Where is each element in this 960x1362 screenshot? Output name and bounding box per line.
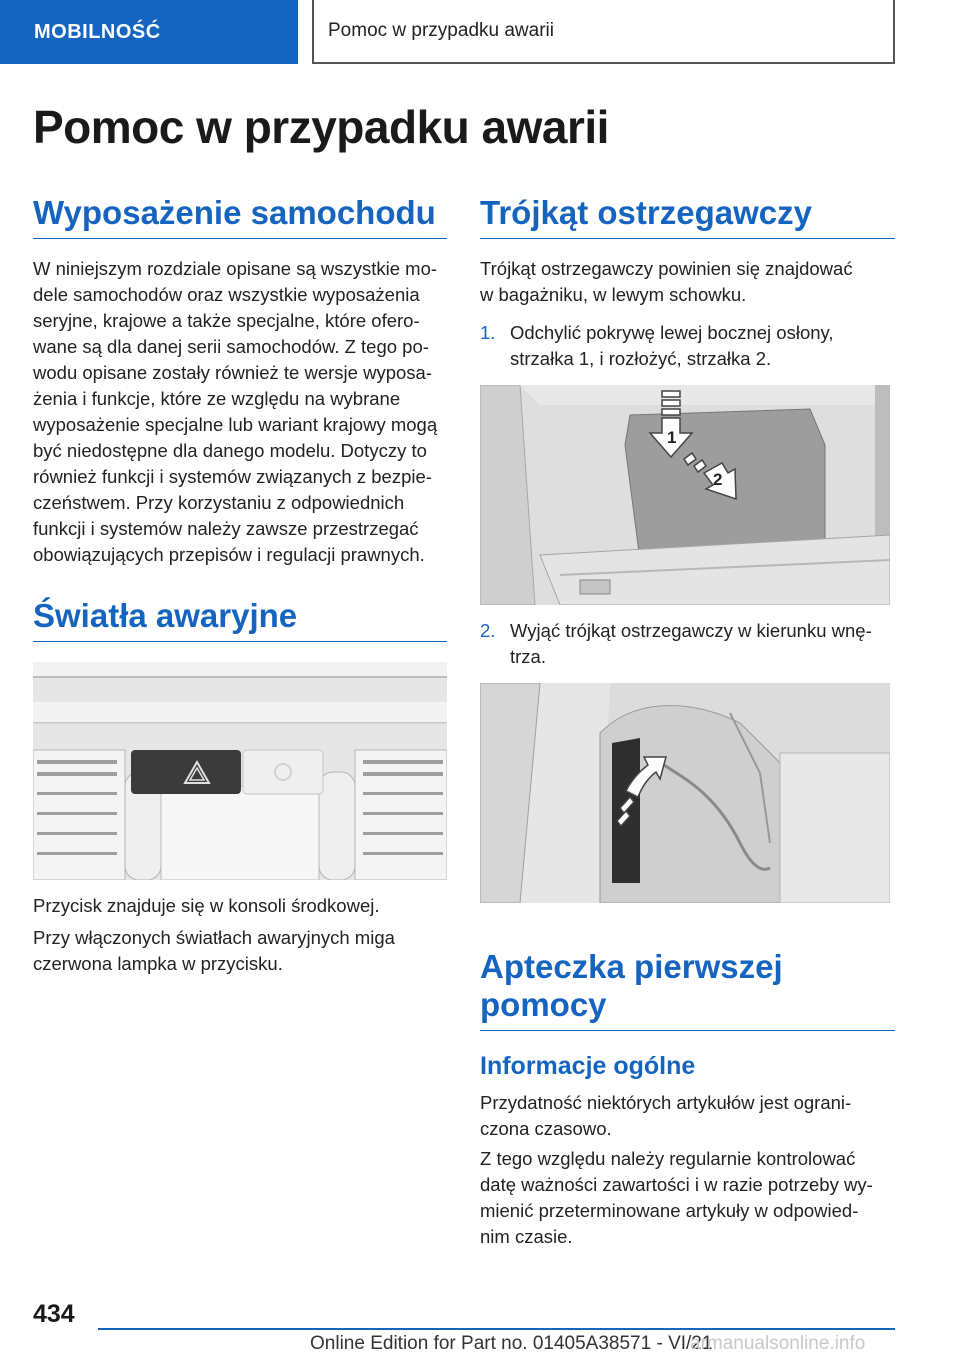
step-1	[480, 320, 895, 372]
page-title: Pomoc w przypadku awarii	[33, 101, 609, 153]
first-aid-heading: Apteczka pierwszej pomocy	[480, 948, 895, 1031]
chapter-label: Pomoc w przypadku awarii	[328, 20, 554, 41]
first-aid-check-text: Z tego względu należy regularnie kontrolować datę ważności zawartości i w razie potrzeby wy- mienić przeterminowane artykuły w odpowied- nim czasie.	[480, 1148, 873, 1247]
step-2	[480, 618, 895, 670]
step-text: Odchylić pokrywę lewej bocznej osłony, strzałka 1, i rozłożyć, strzałka 2.	[510, 322, 834, 369]
edition-text: Online Edition for Part no. 01405A38571 - VI/21	[310, 1333, 713, 1354]
hazard-button-figure	[33, 662, 447, 880]
equipment-paragraph: W niniejszym rozdziale opisane są wszystkie mo- dele samochodów oraz wszystkie wyposażenia seryjne, krajowe a także specjalne, które ofero- wane są dla danej serii samochodów. Z tego po- wodu opisane zostały również te wersje wyposa- żenia i funkcje, które ze względu na wybrane wyposażenie specjalne lub wariant krajowy mogą być niedostępne dla danego modelu. Dotyczy to również funkcji i systemów związanych z bezpie- czeństwem. Przy korzystaniu z odpowiednich funkcji i systemów należy zawsze przestrzegać obowiązujących przepisów i regulacji prawnych.	[33, 258, 438, 565]
trunk-cover-figure	[480, 385, 890, 605]
triangle-removal-figure	[480, 683, 890, 903]
hazard-lamp-text: Przy włączonych światłach awaryjnych miga czerwona lampka w przycisku.	[33, 927, 395, 974]
hazard-lights-heading: Światła awaryjne	[33, 597, 447, 642]
hazard-location-text: Przycisk znajduje się w konsoli środkowej.	[33, 895, 380, 916]
chapter-tab[interactable]	[312, 0, 895, 64]
page-number: 434	[33, 1300, 75, 1328]
watermark-text: armanualsonline.info	[690, 1333, 866, 1354]
footer-divider	[98, 1328, 895, 1330]
step-number: 2.	[480, 620, 496, 641]
step-text: Wyjąć trójkąt ostrzegawczy w kierunku wnę- trza.	[510, 620, 872, 667]
warning-triangle-heading: Trójkąt ostrzegawczy	[480, 194, 895, 239]
arrow-label-1: 1	[667, 428, 677, 447]
triangle-intro-text: Trójkąt ostrzegawczy powinien się znajdować w bagażniku, w lewym schowku.	[480, 258, 853, 305]
step-number: 1.	[480, 322, 496, 343]
first-aid-expiry-text: Przydatność niektórych artykułów jest ograni- czona czasowo.	[480, 1092, 852, 1139]
general-info-subheading: Informacje ogólne	[480, 1052, 696, 1080]
section-tab[interactable]	[0, 0, 298, 64]
section-label: MOBILNOŚĆ	[34, 20, 161, 43]
arrow-label-2: 2	[713, 470, 723, 489]
equipment-heading: Wyposażenie samochodu	[33, 194, 447, 239]
